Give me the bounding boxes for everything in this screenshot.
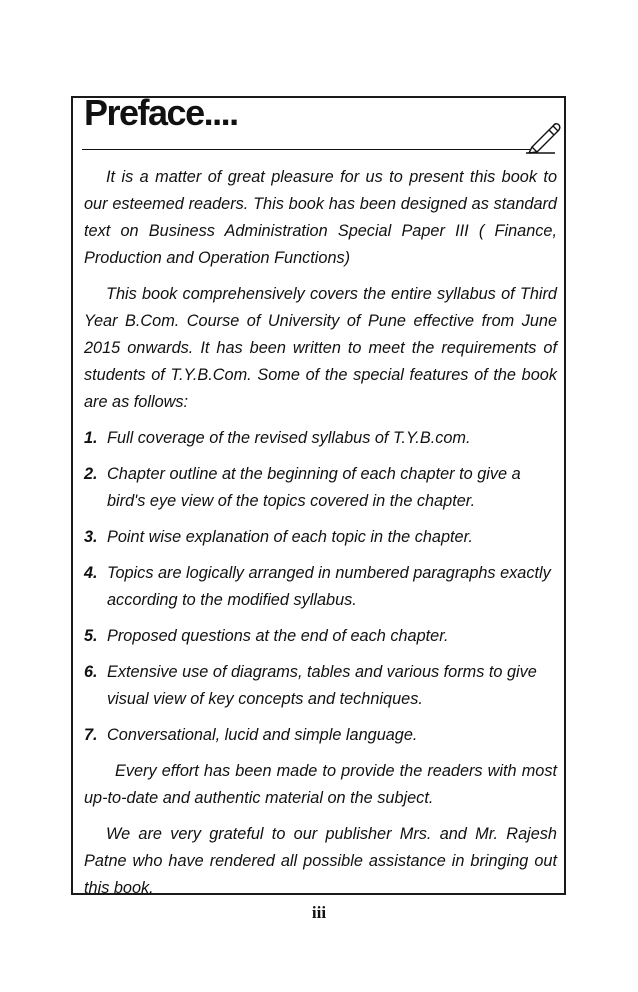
intro-paragraph: This book comprehensively covers the entire syllabus of Third Year B.Com. Course of University of Pune effective from June 2015 onwards. It has been written to meet the requirements of students of T.Y.B.Com. Some of the special features of the book are as follows:	[84, 285, 557, 411]
list-item-text: Full coverage of the revised syllabus of T.Y.B.com.	[107, 429, 471, 447]
list-item-number: 7.	[84, 726, 98, 744]
title-underline	[82, 149, 530, 150]
list-item	[84, 560, 557, 614]
list-item-number: 4.	[84, 564, 98, 582]
list-item	[84, 623, 557, 650]
list-item-text: Conversational, lucid and simple language.	[107, 726, 418, 744]
list-item	[84, 425, 557, 452]
closing-paragraph: We are very grateful to our publisher Mrs. and Mr. Rajesh Patne who have rendered all possible assistance in bringing out this book.	[84, 825, 557, 897]
list-item	[84, 722, 557, 749]
features-list	[84, 425, 557, 749]
preface-body	[84, 164, 557, 911]
page-number: iii	[311, 903, 327, 922]
list-item-text: Point wise explanation of each topic in the chapter.	[107, 528, 473, 546]
closing-paragraph: Every effort has been made to provide the readers with most up-to-date and authentic material on the subject.	[84, 762, 557, 807]
list-item-number: 5.	[84, 627, 98, 645]
list-item	[84, 461, 557, 515]
list-item	[84, 659, 557, 713]
list-item-number: 3.	[84, 528, 98, 546]
list-item-text: Proposed questions at the end of each chapter.	[107, 627, 449, 645]
list-item	[84, 524, 557, 551]
list-item-text: Chapter outline at the beginning of each chapter to give a bird's eye view of the topics covered in the chapter.	[107, 465, 521, 510]
list-item-number: 1.	[84, 429, 98, 447]
list-item-text: Extensive use of diagrams, tables and various forms to give visual view of key concepts and techniques.	[107, 663, 537, 708]
list-item-number: 2.	[84, 465, 98, 483]
pen-icon	[525, 120, 561, 154]
page-title: Preface....	[84, 92, 238, 133]
list-item-text: Topics are logically arranged in numbered paragraphs exactly according to the modified syllabus.	[107, 564, 551, 609]
list-item-number: 6.	[84, 663, 98, 681]
intro-paragraph: It is a matter of great pleasure for us to present this book to our esteemed readers. This book has been designed as standard text on Business Administration Special Paper III ( Finance, Production and Operation Functions)	[84, 168, 557, 267]
